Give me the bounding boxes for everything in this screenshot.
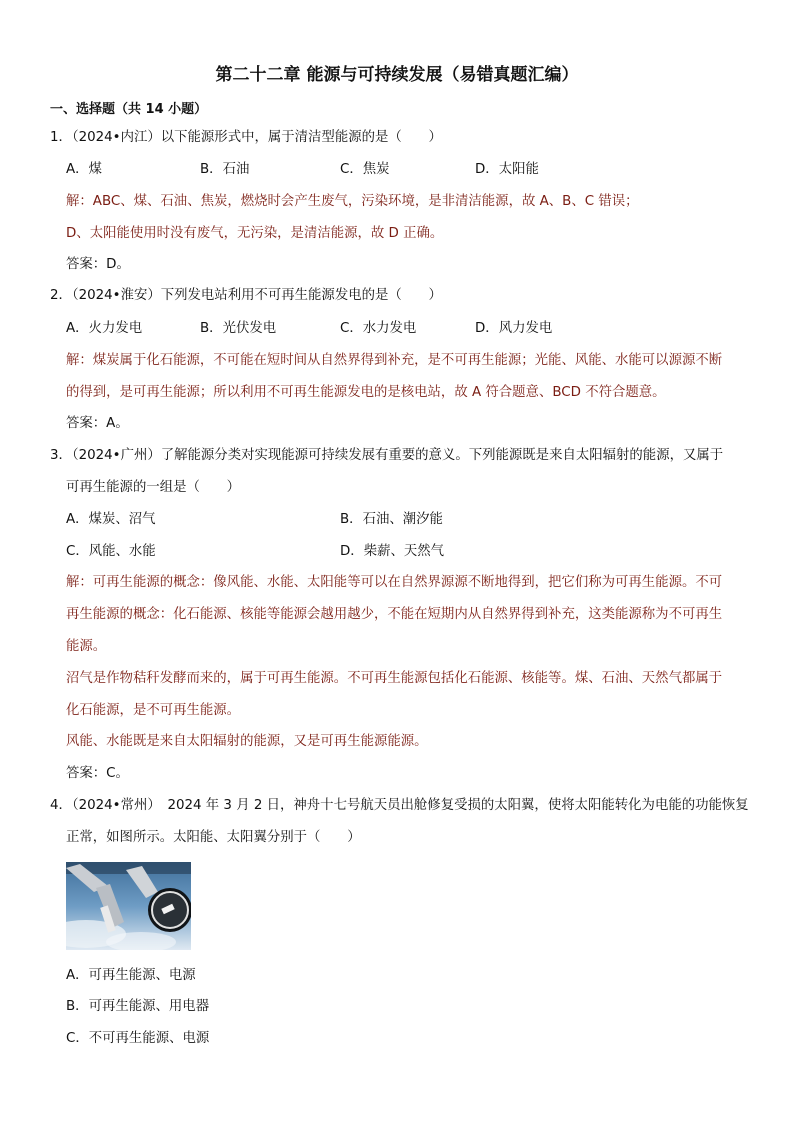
q3-option-a: A．煤炭、沼气 (66, 512, 156, 527)
q4-option-c: C．不可再生能源、电源 (66, 1031, 210, 1046)
question-1-stem: 1．（2024•内江）以下能源形式中，属于清洁型能源的是（ ） (50, 130, 442, 145)
q3-option-c: C．风能、水能 (66, 544, 156, 559)
question-3-stem-cont: 可再生能源的一组是（ ） (66, 480, 241, 495)
q1-option-c: C．焦炭 (340, 162, 390, 177)
q3-explanation-line: 再生能源的概念：化石能源、核能等能源会越用越少，不能在短期内从自然界得到补充，这类能源称为不可再生 (66, 607, 723, 622)
q4-option-b: B．可再生能源、用电器 (66, 999, 210, 1014)
q3-option-b: B．石油、潮汐能 (340, 512, 443, 527)
q1-option-b: B．石油 (200, 162, 250, 177)
q3-explanation-line: 风能、水能既是来自太阳辐射的能源，又是可再生能源能源。 (66, 734, 428, 749)
q3-option-d: D．柴薪、天然气 (340, 544, 445, 559)
q2-explanation-line: 的得到，是可再生能源；所以利用不可再生能源发电的是核电站，故 A 符合题意、BCD 不符合题意。 (66, 385, 666, 400)
q1-option-a: A．煤 (66, 162, 102, 177)
q1-explanation-line: 解：ABC、煤、石油、焦炭，燃烧时会产生废气，污染环境，是非清洁能源，故 A、B、C 错误； (66, 194, 639, 209)
q4-option-a: A．可再生能源、电源 (66, 968, 196, 983)
q2-option-a: A．火力发电 (66, 321, 143, 336)
q1-option-d: D．太阳能 (475, 162, 539, 177)
document-title: 第二十二章 能源与可持续发展（易错真题汇编） (215, 65, 579, 85)
question-4-stem-cont: 正常，如图所示。太阳能、太阳翼分别于（ ） (66, 830, 361, 845)
q3-explanation-line: 解：可再生能源的概念：像风能、水能、太阳能等可以在自然界源源不断地得到，把它们称为可再生能源。不可 (66, 575, 723, 590)
q3-explanation-line: 化石能源，是不可再生能源。 (66, 703, 241, 718)
section-heading: 一、选择题（共 14 小题） (50, 102, 208, 117)
q2-answer: 答案：A。 (66, 416, 129, 431)
q2-option-b: B．光伏发电 (200, 321, 277, 336)
space-station-photo (66, 862, 191, 950)
question-2-stem: 2．（2024•淮安）下列发电站利用不可再生能源发电的是（ ） (50, 288, 442, 303)
q1-explanation-line: D、太阳能使用时没有废气，无污染，是清洁能源，故 D 正确。 (66, 226, 444, 241)
q2-option-d: D．风力发电 (475, 321, 553, 336)
question-4-stem: 4．（2024•常州） 2024 年 3 月 2 日，神舟十七号航天员出舱修复受损的太阳翼，使将太阳能转化为电能的功能恢复 (50, 798, 749, 813)
q2-option-c: C．水力发电 (340, 321, 417, 336)
question-3-stem: 3．（2024•广州）了解能源分类对实现能源可持续发展有重要的意义。下列能源既是来自太阳辐射的能源，又属于 (50, 448, 724, 463)
q3-answer: 答案：C。 (66, 766, 129, 781)
q1-answer: 答案：D。 (66, 257, 130, 272)
q3-explanation-line: 能源。 (66, 639, 107, 654)
q2-explanation-line: 解：煤炭属于化石能源，不可能在短时间从自然界得到补充，是不可再生能源；光能、风能、水能可以源源不断 (66, 353, 723, 368)
q3-explanation-line: 沼气是作物秸秆发酵而来的，属于可再生能源。不可再生能源包括化石能源、核能等。煤、石油、天然气都属于 (66, 671, 723, 686)
